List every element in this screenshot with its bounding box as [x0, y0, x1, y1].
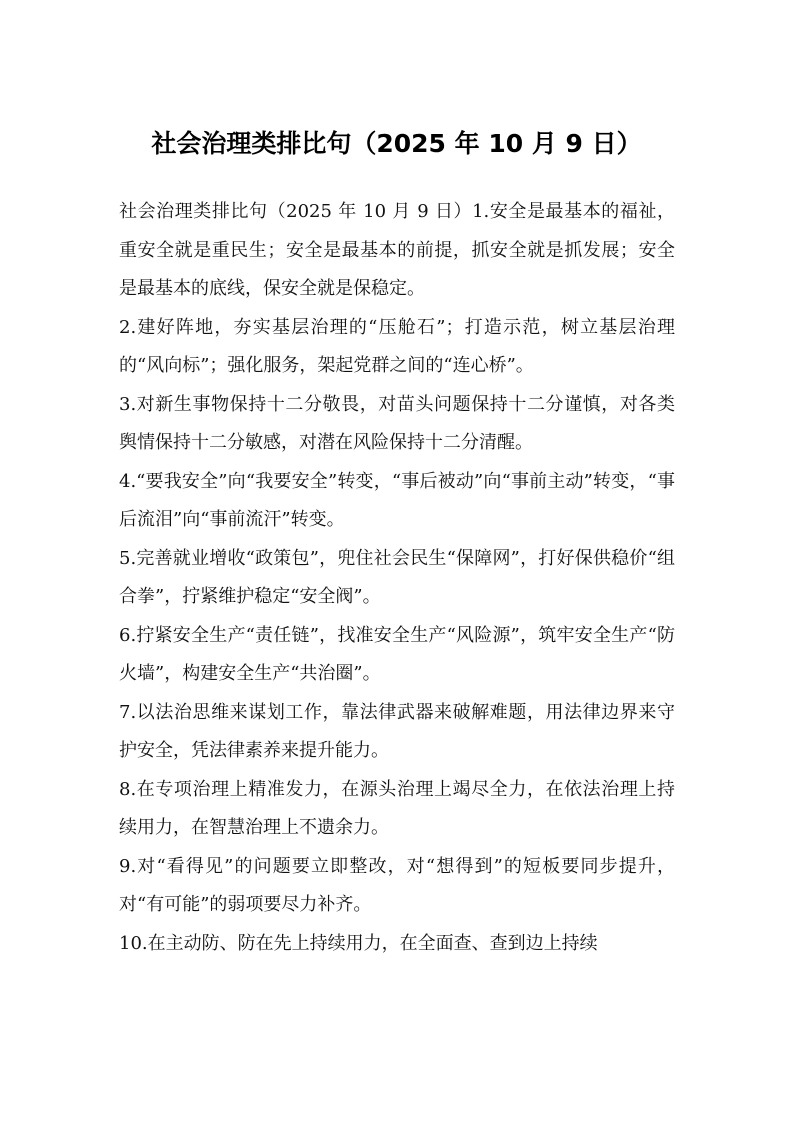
paragraph: 5.完善就业增收“政策包”，兜住社会民生“保障网”，打好保供稳价“组合拳”，拧紧维护稳定“安全阀”。: [119, 547, 675, 607]
paragraph: 社会治理类排比句（2025 年 10 月 9 日）1.安全是最基本的福祉，重安全就是重民生；安全是最基本的前提，抓安全就是抓发展；安全是最基本的底线，保安全就是保稳定。: [119, 201, 675, 299]
paragraph: 3.对新生事物保持十二分敬畏，对苗头问题保持十二分谨慎，对各类舆情保持十二分敏感，对潜在风险保持十二分清醒。: [119, 393, 675, 453]
paragraph: 4.“要我安全”向“我要安全”转变，“事后被动”向“事前主动”转变，“事后流泪”向“事前流汗”转变。: [119, 470, 675, 530]
paragraph: 2.建好阵地，夯实基层治理的“压舱石”；打造示范，树立基层治理的“风向标”；强化服务，架起党群之间的“连心桥”。: [119, 316, 675, 376]
document-body: [119, 193, 675, 963]
paragraph: 10.在主动防、防在先上持续用力，在全面查、查到边上持续: [119, 932, 598, 954]
paragraph: 7.以法治思维来谋划工作，靠法律武器来破解难题，用法律边界来守护安全，凭法律素养来提升能力。: [119, 701, 675, 761]
paragraph: 8.在专项治理上精准发力，在源头治理上竭尽全力，在依法治理上持续用力，在智慧治理上不遗余力。: [119, 778, 675, 838]
paragraph: 9.对“看得见”的问题要立即整改，对“想得到”的短板要同步提升，对“有可能”的弱项要尽力补齐。: [119, 855, 675, 915]
paragraph: 6.拧紧安全生产“责任链”，找准安全生产“风险源”，筑牢安全生产“防火墙”，构建安全生产“共治圈”。: [119, 624, 675, 684]
page-title: 社会治理类排比句（2025 年 10 月 9 日）: [151, 129, 642, 158]
